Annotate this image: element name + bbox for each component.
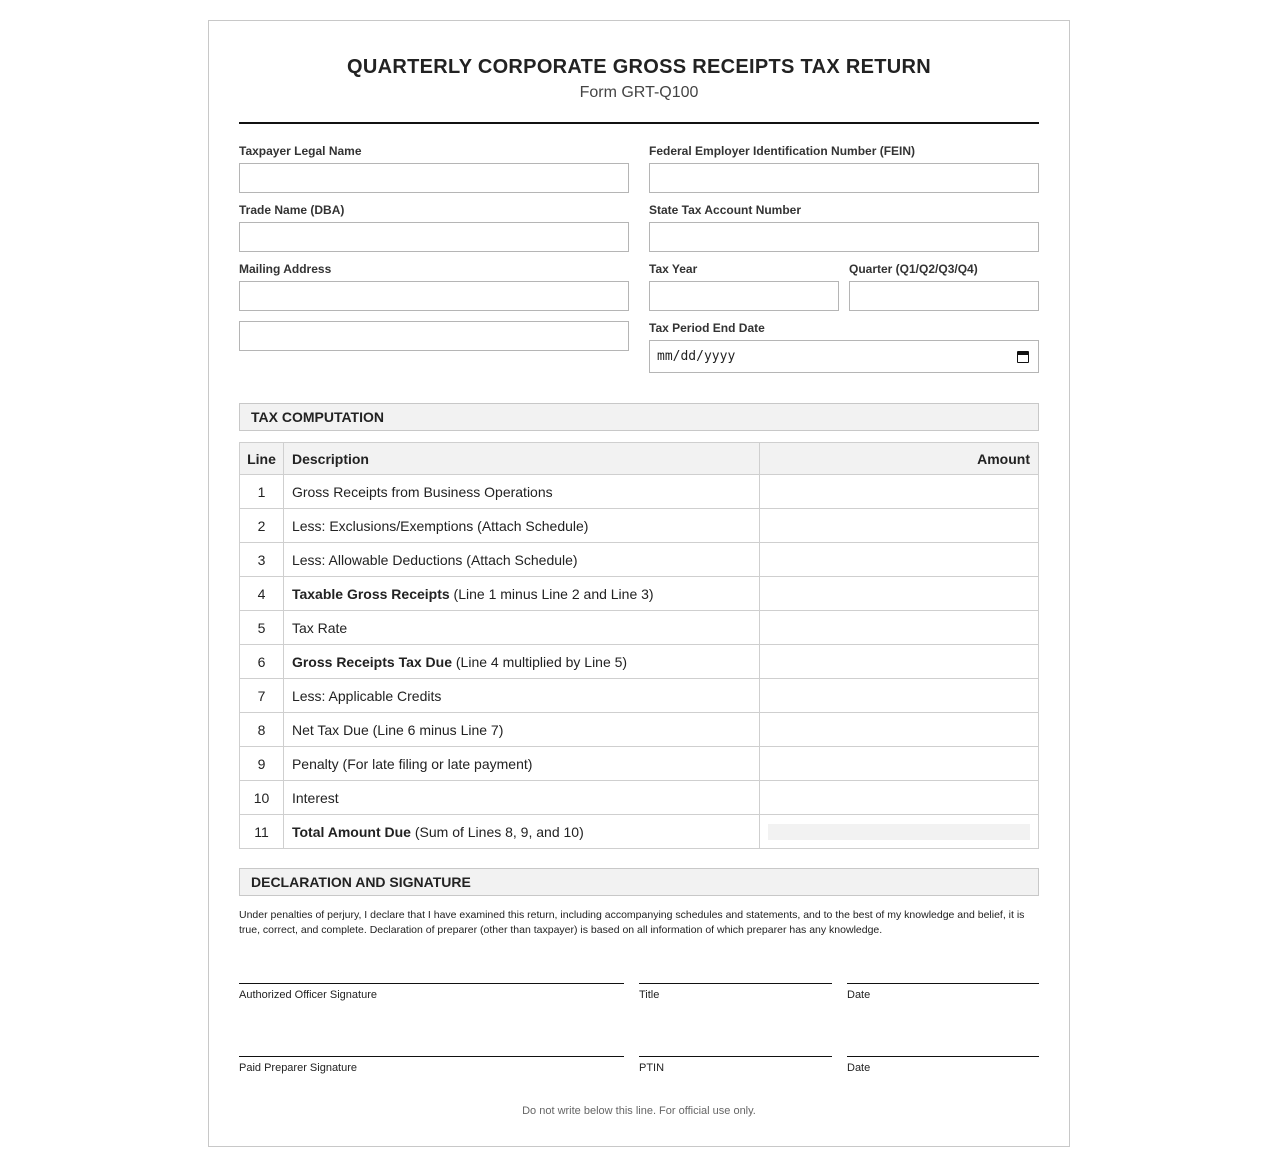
line-number: 3 xyxy=(240,543,284,577)
calendar-icon[interactable] xyxy=(1017,351,1029,363)
line-description: Less: Exclusions/Exemptions (Attach Schedule) xyxy=(283,509,759,543)
total-amount-readonly-field xyxy=(768,824,1030,840)
line-number: 9 xyxy=(240,747,284,781)
table-row xyxy=(240,475,1039,509)
ptin-label: PTIN xyxy=(639,1062,665,1074)
fein-label: Federal Employer Identification Number (FEIN) xyxy=(649,144,916,158)
table-row xyxy=(240,781,1039,815)
title-label: Title xyxy=(639,989,660,1001)
official-use-note: Do not write below this line. For official use only. xyxy=(522,1105,756,1117)
table-row xyxy=(240,611,1039,645)
preparer-date-line[interactable] xyxy=(847,1056,1039,1057)
table-row xyxy=(240,747,1039,781)
amount-input[interactable] xyxy=(761,785,1030,811)
tax-computation-header: TAX COMPUTATION xyxy=(239,403,1039,431)
dba-input[interactable] xyxy=(239,222,629,252)
dba-label: Trade Name (DBA) xyxy=(239,203,345,217)
line-description: Taxable Gross Receipts (Line 1 minus Line 2 and Line 3) xyxy=(283,577,759,611)
table-row xyxy=(240,509,1039,543)
amount-input[interactable] xyxy=(761,615,1030,641)
legal-name-label: Taxpayer Legal Name xyxy=(239,144,362,158)
amount-input[interactable] xyxy=(761,717,1030,743)
date-label: Date xyxy=(847,1062,871,1074)
line-number: 4 xyxy=(240,577,284,611)
amount-cell[interactable] xyxy=(760,679,1039,713)
amount-cell[interactable] xyxy=(760,611,1039,645)
table-row xyxy=(240,815,1039,849)
amount-cell[interactable] xyxy=(760,577,1039,611)
officer-signature-line[interactable] xyxy=(239,983,624,984)
amount-cell[interactable] xyxy=(760,645,1039,679)
line-number: 7 xyxy=(240,679,284,713)
state-account-label: State Tax Account Number xyxy=(649,203,802,217)
date-placeholder: mm/dd/yyyy xyxy=(657,349,736,364)
amount-input[interactable] xyxy=(761,683,1030,709)
fein-input[interactable] xyxy=(649,163,1039,193)
quarter-input[interactable] xyxy=(849,281,1039,311)
line-description: Penalty (For late filing or late payment) xyxy=(283,747,759,781)
amount-cell[interactable] xyxy=(760,509,1039,543)
col-description-header: Description xyxy=(283,443,759,475)
period-end-label: Tax Period End Date xyxy=(649,321,765,335)
line-description: Less: Allowable Deductions (Attach Schedule) xyxy=(283,543,759,577)
line-number: 1 xyxy=(240,475,284,509)
ptin-line[interactable] xyxy=(639,1056,832,1057)
table-row xyxy=(240,645,1039,679)
line-description: Gross Receipts Tax Due (Line 4 multiplied by Line 5) xyxy=(283,645,759,679)
table-row xyxy=(240,679,1039,713)
amount-input[interactable] xyxy=(761,649,1030,675)
preparer-signature-line[interactable] xyxy=(239,1056,624,1057)
amount-input[interactable] xyxy=(761,547,1030,573)
line-description: Total Amount Due (Sum of Lines 8, 9, and 10) xyxy=(283,815,759,849)
table-row xyxy=(240,577,1039,611)
officer-date-line[interactable] xyxy=(847,983,1039,984)
amount-cell[interactable] xyxy=(760,475,1039,509)
line-number: 5 xyxy=(240,611,284,645)
header-rule xyxy=(239,122,1039,124)
amount-input[interactable] xyxy=(761,479,1030,505)
line-number: 6 xyxy=(240,645,284,679)
preparer-signature-label: Paid Preparer Signature xyxy=(239,1062,358,1074)
line-description: Less: Applicable Credits xyxy=(283,679,759,713)
line-description: Tax Rate xyxy=(283,611,759,645)
tax-year-label: Tax Year xyxy=(649,262,698,276)
amount-input[interactable] xyxy=(761,513,1030,539)
tax-computation-table xyxy=(239,442,1039,849)
date-label: Date xyxy=(847,989,871,1001)
amount-cell[interactable] xyxy=(760,781,1039,815)
amount-cell[interactable] xyxy=(760,747,1039,781)
total-amount-cell xyxy=(760,815,1039,849)
table-row xyxy=(240,713,1039,747)
line-description: Net Tax Due (Line 6 minus Line 7) xyxy=(283,713,759,747)
mailing-address-line2-input[interactable] xyxy=(239,321,629,351)
form-title: QUARTERLY CORPORATE GROSS RECEIPTS TAX RETURN xyxy=(347,56,931,78)
amount-cell[interactable] xyxy=(760,713,1039,747)
quarter-label: Quarter (Q1/Q2/Q3/Q4) xyxy=(849,262,978,276)
amount-cell[interactable] xyxy=(760,543,1039,577)
amount-input[interactable] xyxy=(761,581,1030,607)
amount-input[interactable] xyxy=(761,751,1030,777)
line-number: 8 xyxy=(240,713,284,747)
table-row xyxy=(240,543,1039,577)
line-description: Gross Receipts from Business Operations xyxy=(283,475,759,509)
col-amount-header: Amount xyxy=(760,443,1039,475)
legal-name-input[interactable] xyxy=(239,163,629,193)
line-number: 2 xyxy=(240,509,284,543)
line-description: Interest xyxy=(283,781,759,815)
form-page xyxy=(208,20,1070,1147)
mailing-address-label: Mailing Address xyxy=(239,262,332,276)
state-account-input[interactable] xyxy=(649,222,1039,252)
line-number: 11 xyxy=(240,815,284,849)
mailing-address-line1-input[interactable] xyxy=(239,281,629,311)
declaration-text: Under penalties of perjury, I declare that I have examined this return, including accompanying schedules and statements, and to the best of my knowledge and belief, it is true, correct, and complete. Declaration of preparer (other than taxpayer) is based on all information of which preparer has any knowledge. xyxy=(239,909,1025,936)
tax-year-input[interactable] xyxy=(649,281,839,311)
declaration-header: DECLARATION AND SIGNATURE xyxy=(239,868,1039,896)
form-number: Form GRT-Q100 xyxy=(579,84,699,101)
line-number: 10 xyxy=(240,781,284,815)
table-header-row xyxy=(240,443,1039,475)
officer-title-line[interactable] xyxy=(639,983,832,984)
officer-signature-label: Authorized Officer Signature xyxy=(239,989,377,1001)
period-end-date-input[interactable] xyxy=(649,340,1039,373)
col-line-header: Line xyxy=(240,443,284,475)
